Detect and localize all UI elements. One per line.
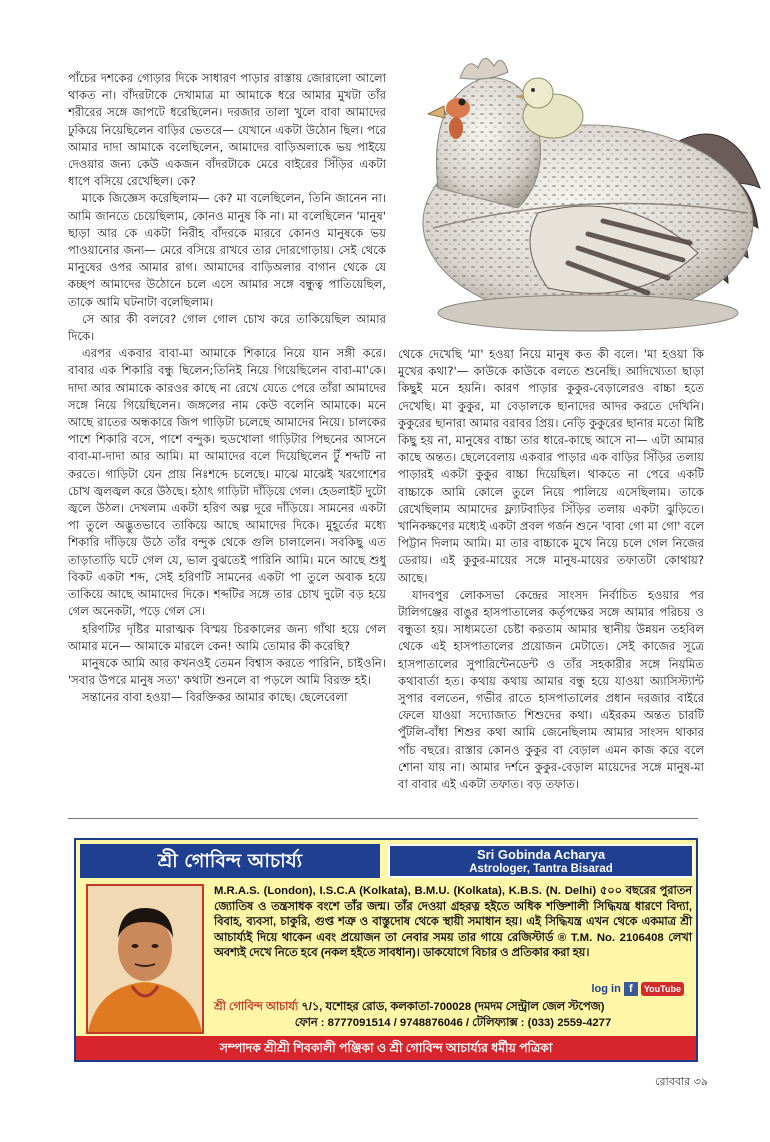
- ad-subtitle-english: Astrologer, Tantra Bisarad: [469, 863, 613, 875]
- article-paragraph: যাদবপুর লোকসভা কেন্দ্রের সাংসদ নির্বাচিত হওয়ার পর টালিগঞ্জের বাঙুর হাসপাতালের কর্তৃপক্ষের সঙ্গে আমার পরিচয় ও বন্ধুতা হয়। সাধ্যমতো চেষ্টা করতাম আমার স্থানীয় উন্নয়ন তহবিল থেকে এই হাসপাতালের প্রয়োজন মেটাতে। সেই কাজের সূত্রে হাসপাতালের সুপারিন্টেনডেন্ট ও তাঁর সহকারীর সঙ্গে নিয়মিত কথাবার্তা হত। কথায় কথায় আমার বন্ধু হয়ে যাওয়া অ্যাসিস্ট্যান্ট সুপার বলতেন, গভীর রাতে হাসপাতালের প্রধান দরজার বাইরে ফেলে যাওয়া সদ্যোজাত শিশুদের কথা। এইরকম অন্তত চারটি পুঁটলি-বাঁধা শিশুর কথা আমি জেনেছিলাম আমার সাংসদ থাকার পাঁচ বছরে। রাস্তার কোনও কুকুর বা বেড়াল এমন কাজ করে বলে শোনা যায় না। আমার দর্শনে কুকুর-বেড়াল মায়েদের সঙ্গে মানুষ-মা বা বাবার এই একটা তফাত। বড় তফাত।: [398, 587, 704, 792]
- youtube-icon[interactable]: YouTube: [641, 982, 684, 996]
- article-right-column: [398, 346, 704, 793]
- article-paragraph: সে আর কী বলবে? গোল গোল চোখ করে তাকিয়েছিল আমার দিকে।: [68, 311, 386, 344]
- ad-address-name: শ্রী গোবিন্দ আচার্য্য: [214, 1001, 299, 1013]
- ad-notice-text: (নকল হইতে সাবধান)। ডাকযোগে বিচার ও প্রতিকার করা হয়।: [320, 947, 590, 960]
- ad-address-rest: ৭/১, যশোহর রোড, কলকাতা-700028 (দমদম সেন্ট্রাল জেল স্টপেজ): [298, 1001, 605, 1013]
- ad-body-text: M.R.A.S. (London), I.S.C.A (Kolkata), B.M.U. (Kolkata), K.B.S. (N. Delhi) ৫০০ বছরের পুরাতন জ্যোতিষ ও তন্ত্রসাধক বংশে তাঁর জন্ম। তাঁর দেওয়া গ্রহরত্ন হইতে অধিক শক্তিশালী সিদ্ধিযন্ত্র ধারণে বিদ্যা, বিবাহ, ব্যবসা, চাকুরি, গুপ্ত শত্রু ও বাস্তুদোষ থেকে স্থায়ী সমাধান হয়। এই সিদ্ধিযন্ত্র এখন থেকে একমাত্র শ্রী আচার্য্যই দিয়ে থাকেন এবং প্রয়োজন তা নেবার সময় তার গায়ে রেজিস্টার্ড ® T.M. No. 2106408 লেখা অবশ্যই দেখে নিতে হবে: [214, 885, 692, 960]
- ad-description: [214, 884, 692, 962]
- ad-phone-numbers: ফোন : 8777091514 / 9748876046 / টেলিফ্যাক্স : (033) 2559-4277: [294, 1017, 612, 1029]
- ad-address: [214, 1000, 692, 1015]
- article-paragraph: মাকে জিজ্ঞেস করেছিলাম— কে? মা বলেছিলেন, তিনি জানেন না। আমি জানতে চেয়েছিলাম, কোনও মানুষ কি না। মা বলেছিলেন 'মানুষ' ছাড়া আর কে একটা নিরীহ বাঁদরকে মারবে কোনও মানুষকে ভয় পাওয়ানোর জন্য— মেরে বসিয়ে রাখবে তার দোরগোড়ায়। সেই থেকে মানুষের ওপর আমার রাগ। আমাদের বাড়িঅলার বাগান থেকে যে কচ্ছপ আমাদের উঠোনে চলে এসে আমার সঙ্গে বন্ধুত্ব পাতিয়েছিল, তাকে আমি ঘটনাটা বলেছিলাম।: [68, 191, 386, 309]
- article-paragraph: হরিণটির দৃষ্টির মারাত্মক বিস্ময় চিরকালের জন্য গাঁথা হয়ে গেল আমার মনে— আমাকে মারলে কেন! আমি তোমার কী করেছি?: [68, 621, 386, 653]
- ad-title-english: Sri Gobinda Acharya: [476, 847, 606, 862]
- page-number: রোববার ৩৯: [655, 1075, 708, 1088]
- facebook-icon[interactable]: f: [624, 982, 638, 996]
- ad-title-english-box: [388, 844, 694, 878]
- section-divider: [68, 818, 698, 819]
- hen-tureen-image: [398, 38, 768, 343]
- article-paragraph: এরপর একবার বাবা-মা আমাকে শিকারে নিয়ে যান সঙ্গী করে। বাবার এক শিকারি বন্ধু ছিলেন;তিনিই নিয়ে গিয়েছিলেন বাবা-মা'কে। দাদা আর আমাকে কারওর কাছে না রেখে যেতে পেরে তাঁরা আমাদের সঙ্গে নিয়ে গিয়েছিলেন। জঙ্গলের নাম কেউ বলেনি আমাকে। মনে আছে রাতের অন্ধকারে জিপ গাড়িটা চলেছে আমাদের নিয়ে। চালকের পাশে শিকারি বসে, পাশে বন্দুক। হুডখোলা গাড়িটার পিছনের আসনে বাবা-মা-দাদা আর আমি। মা আমাদের বলে দিয়েছিলেন টুঁ শব্দটি না করতে। গাড়িটা যেন প্রায় নিঃশব্দে চলেছে। মাঝে মাঝেই খরগোশের চোখ জ্বলজ্বল করে উঠছে। হঠাৎ গাড়িটা দাঁড়িয়ে গেল। হেডলাইট দুটো জ্বলে উঠল। দেখলাম একটা হরিণ অল্প দূরে দাঁড়িয়ে। সামনের একটা পা তুলে অদ্ভুতভাবে তাকিয়ে আছে আমাদের দিকে। মুহূর্তের মধ্যে শিকারি দাঁড়িয়ে উঠে তাঁর বন্দুক থেকে গুলি চালালেন। সবকিছু এত তাড়াতাড়ি ঘটে গেল যে, ভাল বুঝতেই পারিনি আমি। মনে আছে শুধু বিকট একটা শব্দ, সেই হরিণটি সামনের একটা পা তুলে অবাক হয়ে তাকিয়ে আছে আমাদের দিকে। শব্দটির সঙ্গে তার চোখ দুটো বড় হয়ে গেল অনেকটা, পড়ে গেল সে।: [68, 346, 386, 619]
- article-paragraph: থেকে দেখেছি 'মা' হওয়া নিয়ে মানুষ কত কী বলে। 'মা হওয়া কি মুখের কথা?'— কাউকে কাউকে বলতে শুনেছি। আদিখ্যেতা ছাড়া কিছুই মনে হয়নি। কারণ পাড়ার কুকুর-বেড়ালেরও বাচ্চা হতে দেখেছি। মা কুকুর, মা বেড়ালকে ছানাদের আদর করতে দেখিনি। কুকুরের ছানারা আমার বরাবর প্রিয়। নেড়ি কুকুরের ছানার মতো মিষ্টি কিছু হয় না, মানুষের বাচ্চা তার ধারে-কাছে আসে না— এটা আমার কাছে অন্তত। ছেলেবেলায় একবার পাড়ার এক বাড়ির সিঁড়ির তলায় পাড়ারই একটা কুকুর বাচ্চা দিয়েছিল। থাকতে না পেরে একটি বাচ্চাকে আমি কোলে তুলে নিয়ে পালিয়ে এসেছিলাম। তাকে রেখেছিলাম আমাদের ফ্ল্যাটবাড়ির সিঁড়ির তলায় একটা ঝুড়িতে। খানিকক্ষণের মধ্যেই একটা প্রবল গর্জন শুনে 'বাবা গো মা গো' বলে পিট্টান দিলাম আমি। মা তার বাচ্চাকে মুখে নিয়ে চলে গেল নিজের ডেরায়। এই কুকুর-মায়ের সঙ্গে মানুষ-মায়ের তফাতটা কোথায়? আছে।: [398, 347, 704, 585]
- article-paragraph: পাঁচের দশকের গোড়ার দিকে সাধারণ পাড়ার রাস্তায় জোরালো আলো থাকত না। বাঁদরটাকে দেখামাত্র মা আমাকে ধরে আমার মুখটা তাঁর শরীরের সঙ্গে জাপটে ধরেছিলেন। দরজার তালা খুলে বাবা আমাদের ঢুকিয়ে নিয়েছিলেন বাড়ির ভেতরে— যেখানে একটা উঠোন ছিল। পরে আমার দাদা আমাকে বলেছিলেন, আমাদের বাড়িঅলাকে ভয় পাইয়ে দেওয়ার জন্য কেউ একজন বাঁদরটাকে মেরে বাইরের সিঁড়ির একটা ধাপে বসিয়ে রেখেছিল। কে?: [68, 71, 386, 189]
- ad-footer-banner: সম্পাদক শ্রীশ্রী শিবকালী পঞ্জিকা ও শ্রী গোবিন্দ আচার্য্যর ধর্মীয় পত্রিকা: [76, 1036, 696, 1060]
- ad-social-links[interactable]: [592, 981, 685, 997]
- ad-title-bengali: শ্রী গোবিন্দ আচার্য্য: [80, 844, 380, 878]
- article-left-column: [68, 70, 386, 707]
- astrologer-advertisement: [74, 838, 698, 1062]
- article-paragraph: সন্তানের বাবা হওয়া— বিরক্তিকর আমার কাছে। ছেলেবেলা: [82, 690, 348, 705]
- login-label[interactable]: log in: [591, 983, 621, 995]
- astrologer-photo: [86, 884, 204, 1034]
- article-paragraph: মানুষকে আমি আর কখনওই তেমন বিশ্বাস করতে পারিনি, চাইওনি। 'সবার উপরে মানুষ সত্য' কথাটা শুনলে বা পড়লে আমি বিরক্ত হই।: [68, 655, 386, 688]
